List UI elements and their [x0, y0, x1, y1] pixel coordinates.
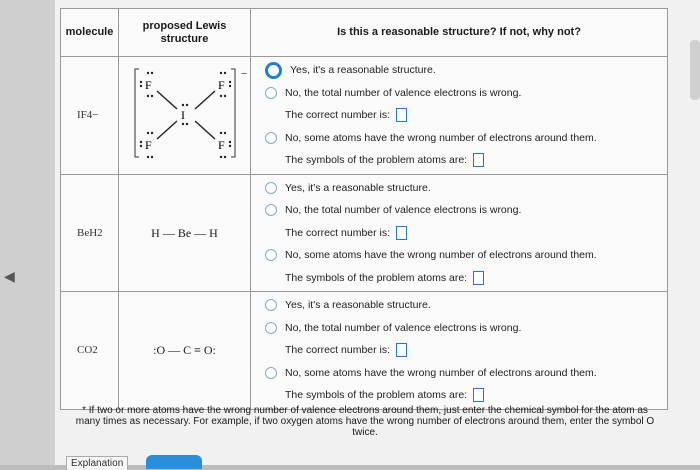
option-wrong-atoms[interactable]: [265, 244, 667, 267]
atom-f-top-left: F: [144, 77, 152, 92]
scrollbar[interactable]: [690, 40, 700, 100]
correct-number-row: [265, 104, 667, 127]
field-label: The symbols of the problem atoms are:: [285, 154, 468, 167]
molecule-label: [61, 57, 119, 175]
field-label: The symbols of the problem atoms are:: [285, 271, 468, 284]
header-question: Is this a reasonable structure? If not, why not?: [251, 9, 668, 57]
option-wrong-total[interactable]: [265, 82, 667, 105]
correct-number-row: [265, 222, 667, 245]
radio-button[interactable]: [265, 132, 277, 144]
radio-button[interactable]: [265, 299, 277, 311]
atom-f-bottom-right: F: [217, 137, 225, 152]
lewis-structure-table: [60, 8, 668, 410]
correct-number-row: [265, 339, 667, 362]
option-wrong-atoms[interactable]: [265, 362, 667, 385]
co2-lewis: :O — C ≡ O:: [153, 343, 216, 358]
atom-f-top-right: F: [217, 77, 225, 92]
option-wrong-total[interactable]: [265, 199, 667, 222]
beh2-lewis: H — Be — H: [151, 225, 218, 240]
option-yes[interactable]: [265, 177, 667, 200]
option-wrong-atoms[interactable]: [265, 127, 667, 150]
arrow-left-icon[interactable]: ◀: [4, 268, 15, 284]
header-molecule: molecule: [61, 9, 119, 57]
footnote: * If two or more atoms have the wrong number of valence electrons around them, just enter the chemical symbol for the atom as many times as necessary. For example, if two oxygen atoms have the wrong number of electrons around them, enter the symbol O twice.: [75, 405, 655, 438]
lewis-structure: [119, 292, 251, 410]
correct-number-input[interactable]: [396, 226, 407, 240]
molecule-label: [61, 174, 119, 292]
if4-lewis-diagram: [125, 63, 245, 163]
table-row: [61, 174, 668, 292]
problem-atoms-input[interactable]: [473, 388, 484, 402]
atom-f-bottom-left: F: [144, 137, 152, 152]
radio-button[interactable]: [265, 62, 282, 79]
field-label: The symbols of the problem atoms are:: [285, 389, 468, 402]
problem-atoms-input[interactable]: [473, 271, 484, 285]
field-label: The correct number is:: [285, 226, 391, 239]
check-button[interactable]: [146, 455, 202, 469]
option-label: Yes, it's a reasonable structure.: [290, 64, 436, 77]
left-margin: [0, 0, 55, 465]
lewis-structure: [119, 57, 251, 175]
lewis-structure: [119, 174, 251, 292]
option-yes[interactable]: [265, 59, 667, 82]
option-label: No, the total number of valence electrons is wrong.: [285, 204, 522, 217]
answer-options: [251, 174, 668, 292]
option-label: Yes, it's a reasonable structure.: [285, 181, 431, 194]
radio-button[interactable]: [265, 204, 277, 216]
radio-button[interactable]: [265, 182, 277, 194]
option-wrong-total[interactable]: [265, 317, 667, 340]
molecule-formula: CO2: [77, 344, 98, 357]
radio-button[interactable]: [265, 367, 277, 379]
option-label: Yes, it's a reasonable structure.: [285, 299, 431, 312]
atom-i-center: I: [180, 107, 185, 122]
problem-atoms-row: [265, 384, 667, 407]
answer-options: [251, 292, 668, 410]
correct-number-input[interactable]: [396, 343, 407, 357]
correct-number-input[interactable]: [396, 108, 407, 122]
field-label: The correct number is:: [285, 109, 391, 122]
option-label: No, some atoms have the wrong number of electrons around them.: [285, 249, 597, 262]
problem-atoms-row: [265, 149, 667, 172]
option-label: No, some atoms have the wrong number of electrons around them.: [285, 131, 597, 144]
option-label: No, some atoms have the wrong number of electrons around them.: [285, 366, 597, 379]
radio-button[interactable]: [265, 87, 277, 99]
option-label: No, the total number of valence electrons is wrong.: [285, 321, 522, 334]
answer-options: [251, 57, 668, 175]
charge-label: −: [240, 67, 247, 80]
molecule-formula: IF4−: [77, 109, 99, 122]
option-label: No, the total number of valence electrons is wrong.: [285, 86, 522, 99]
problem-atoms-input[interactable]: [473, 153, 484, 167]
field-label: The correct number is:: [285, 344, 391, 357]
header-lewis: proposed Lewis structure: [119, 9, 251, 57]
radio-button[interactable]: [265, 322, 277, 334]
molecule-formula: BeH2: [77, 226, 103, 239]
table-row: [61, 57, 668, 175]
radio-button[interactable]: [265, 249, 277, 261]
option-yes[interactable]: [265, 294, 667, 317]
explanation-tab[interactable]: Explanation: [66, 456, 128, 470]
problem-atoms-row: [265, 267, 667, 290]
table-row: [61, 292, 668, 410]
table-header-row: [61, 9, 668, 57]
molecule-label: [61, 292, 119, 410]
